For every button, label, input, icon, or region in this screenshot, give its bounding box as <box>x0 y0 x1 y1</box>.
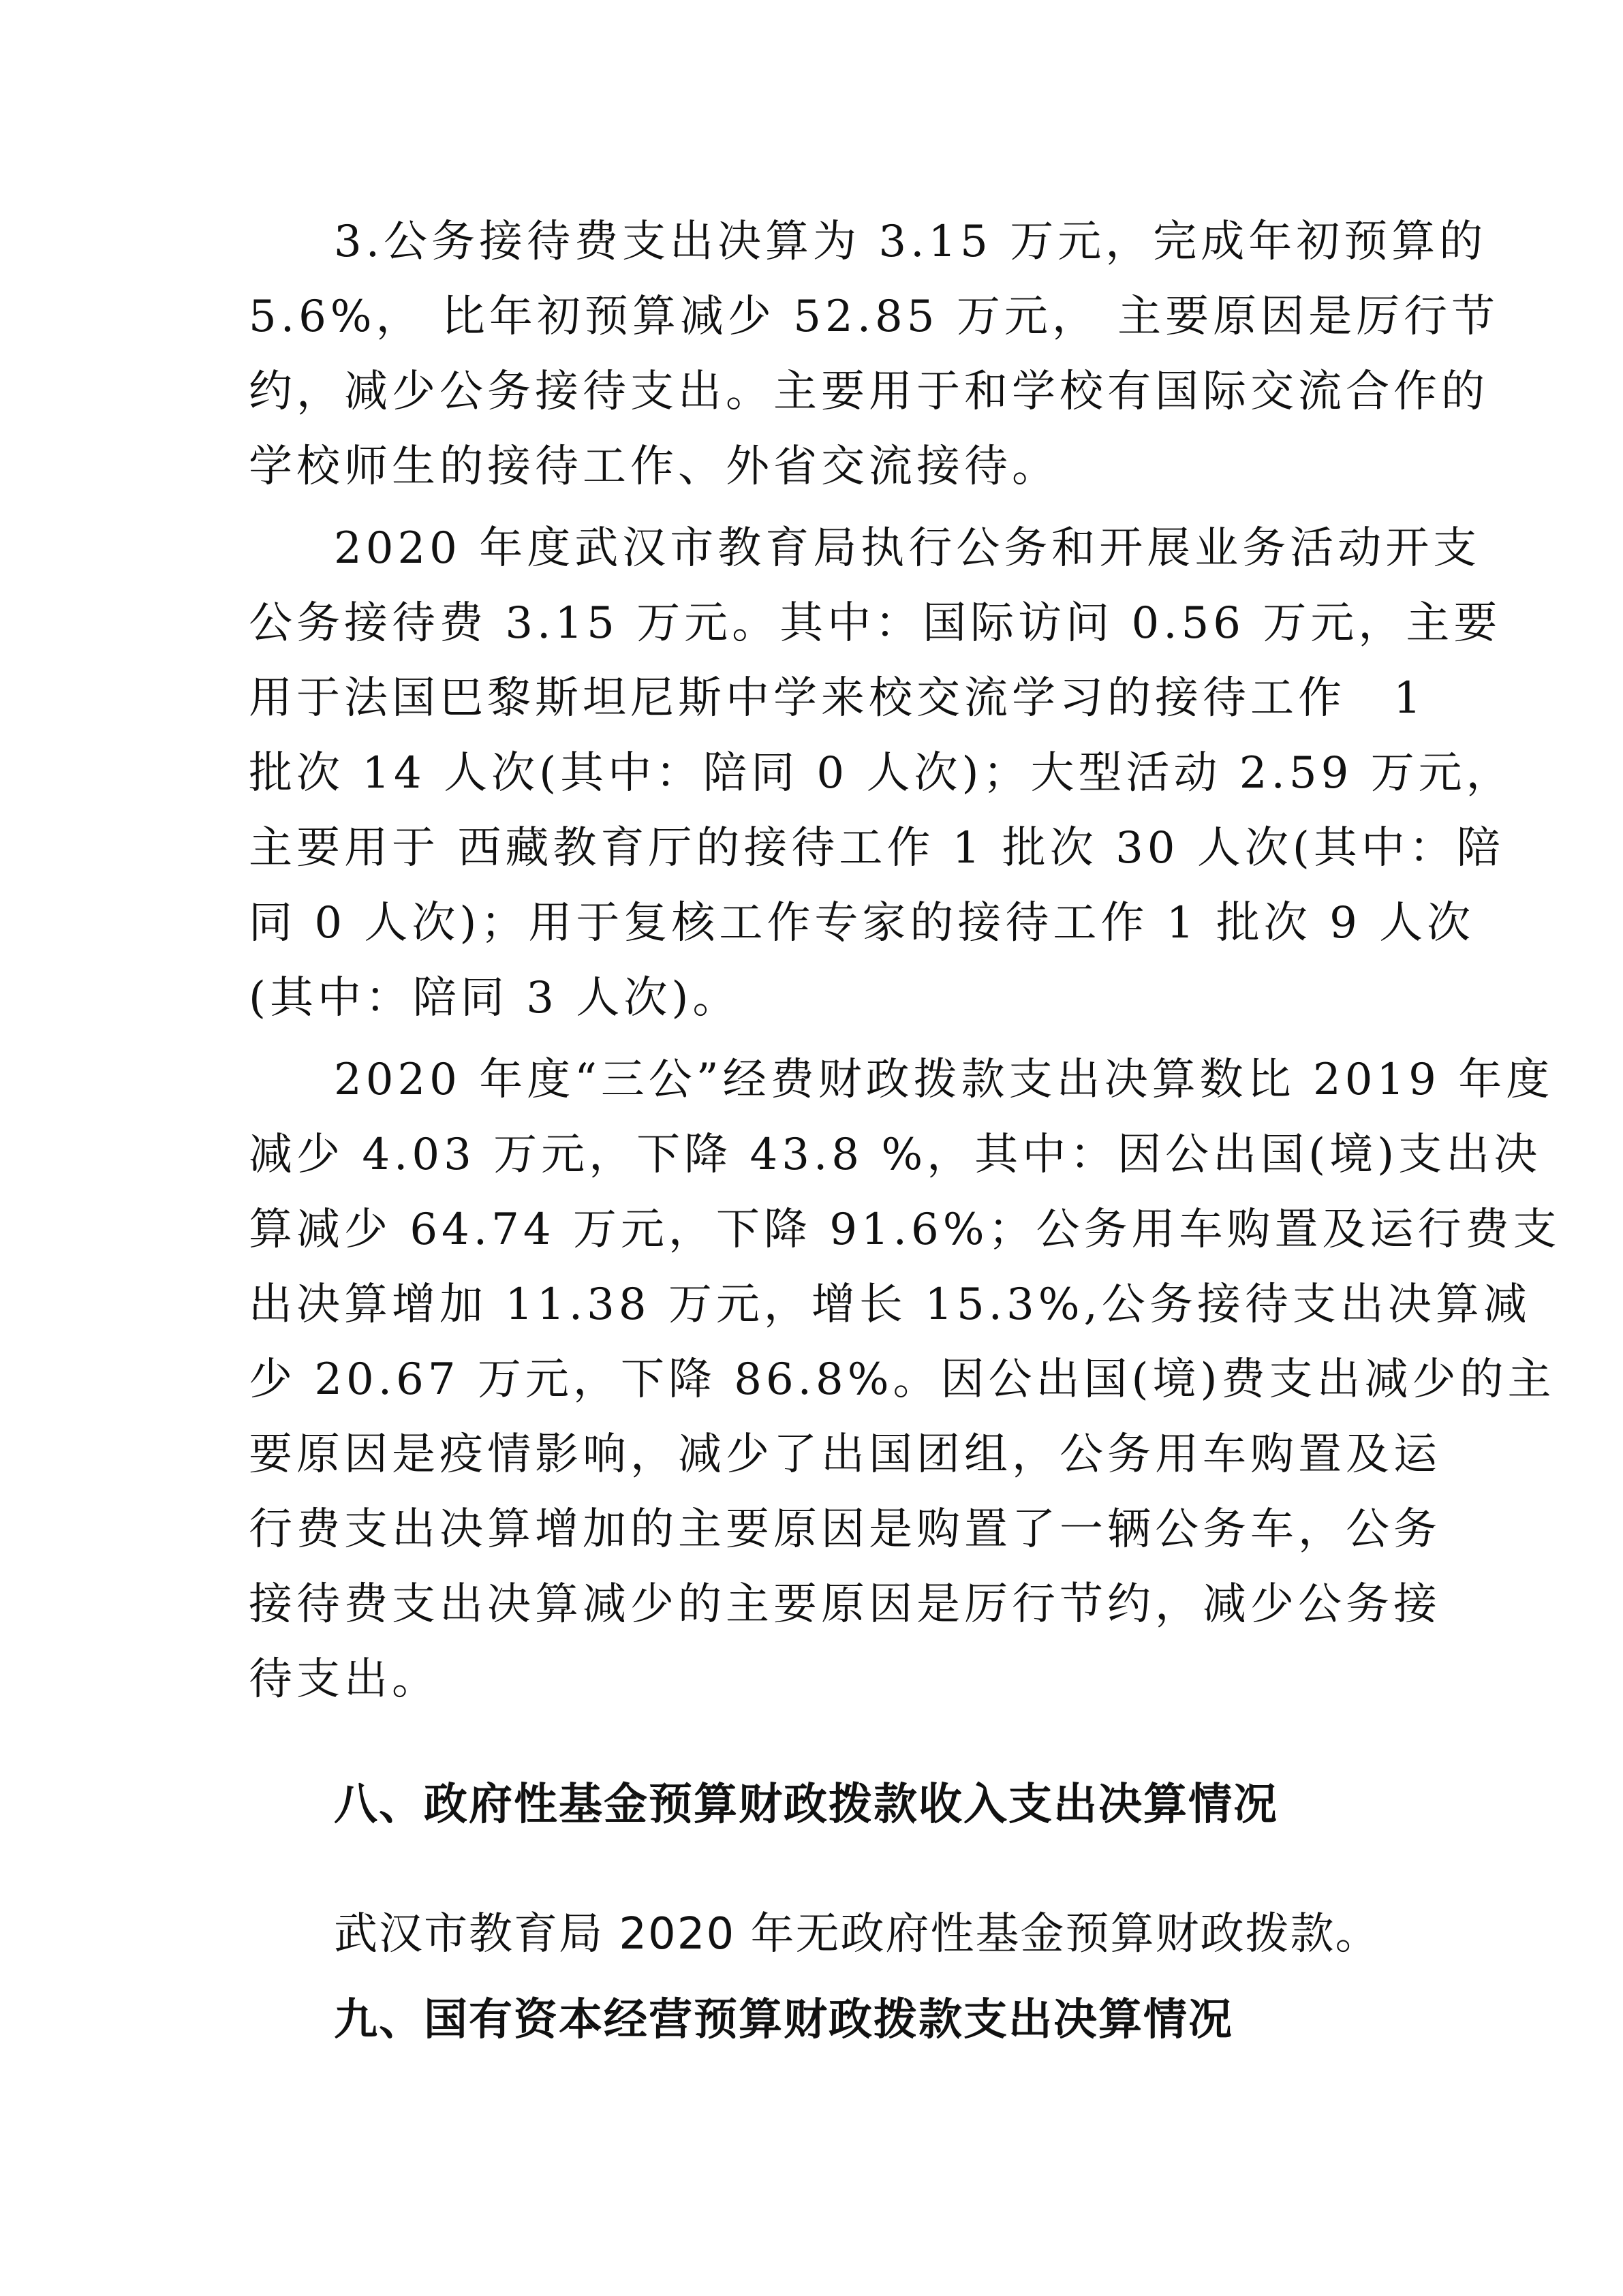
paragraph-3-line-3: 算减少 64.74 万元，下降 91.6%；公务用车购置及运行费支 <box>249 1205 1561 1255</box>
paragraph-1-line-1: 3.公务接待费支出决算为 3.15 万元，完成年初预算的 <box>334 217 1487 267</box>
section-9-heading: 九、国有资本经营预算财政拨款支出决算情况 <box>334 1995 1233 2045</box>
paragraph-3-line-5: 少 20.67 万元，下降 86.8%。因公出国(境)费支出减少的主 <box>249 1354 1556 1405</box>
paragraph-2-line-7: (其中：陪同 3 人次)。 <box>249 973 741 1023</box>
paragraph-2-line-3: 用于法国巴黎斯坦尼斯中学来校交流学习的接待工作 1 <box>249 673 1425 724</box>
section-8-body: 武汉市教育局 2020 年无政府性基金预算财政拨款。 <box>334 1909 1380 1959</box>
paragraph-3-line-4: 出决算增加 11.38 万元，增长 15.3%,公务接待支出决算减 <box>249 1279 1531 1330</box>
paragraph-2-line-4: 批次 14 人次(其中：陪同 0 人次)；大型活动 2.59 万元， <box>249 748 1514 798</box>
paragraph-2-line-2: 公务接待费 3.15 万元。其中：国际访问 0.56 万元，主要 <box>249 598 1502 649</box>
paragraph-1-line-2: 5.6%， 比年初预算减少 52.85 万元， 主要原因是厉行节 <box>249 292 1500 342</box>
paragraph-1-line-4: 学校师生的接待工作、外省交流接待。 <box>249 441 1060 492</box>
paragraph-3-line-7: 行费支出决算增加的主要原因是购置了一辆公务车，公务 <box>249 1504 1441 1555</box>
paragraph-2-line-5: 主要用于 西藏教育厅的接待工作 1 批次 30 人次(其中：陪 <box>249 823 1504 873</box>
paragraph-3-line-2: 减少 4.03 万元，下降 43.8 %，其中：因公出国(境)支出决 <box>249 1130 1542 1180</box>
section-8-heading: 八、政府性基金预算财政拨款收入支出决算情况 <box>334 1780 1278 1830</box>
paragraph-3-line-6: 要原因是疫情影响，减少了出国团组，公务用车购置及运 <box>249 1429 1441 1480</box>
paragraph-3-line-1: 2020 年度“三公”经费财政拨款支出决算数比 2019 年度 <box>334 1055 1554 1105</box>
paragraph-2-line-6: 同 0 人次)；用于复核工作专家的接待工作 1 批次 9 人次 <box>249 898 1475 948</box>
paragraph-3-line-8: 接待费支出决算减少的主要原因是厉行节约，减少公务接 <box>249 1579 1441 1630</box>
paragraph-1-line-3: 约，减少公务接待支出。主要用于和学校有国际交流合作的 <box>249 367 1489 417</box>
paragraph-3-line-9: 待支出。 <box>249 1654 439 1705</box>
paragraph-2-line-1: 2020 年度武汉市教育局执行公务和开展业务活动开支 <box>334 523 1481 574</box>
